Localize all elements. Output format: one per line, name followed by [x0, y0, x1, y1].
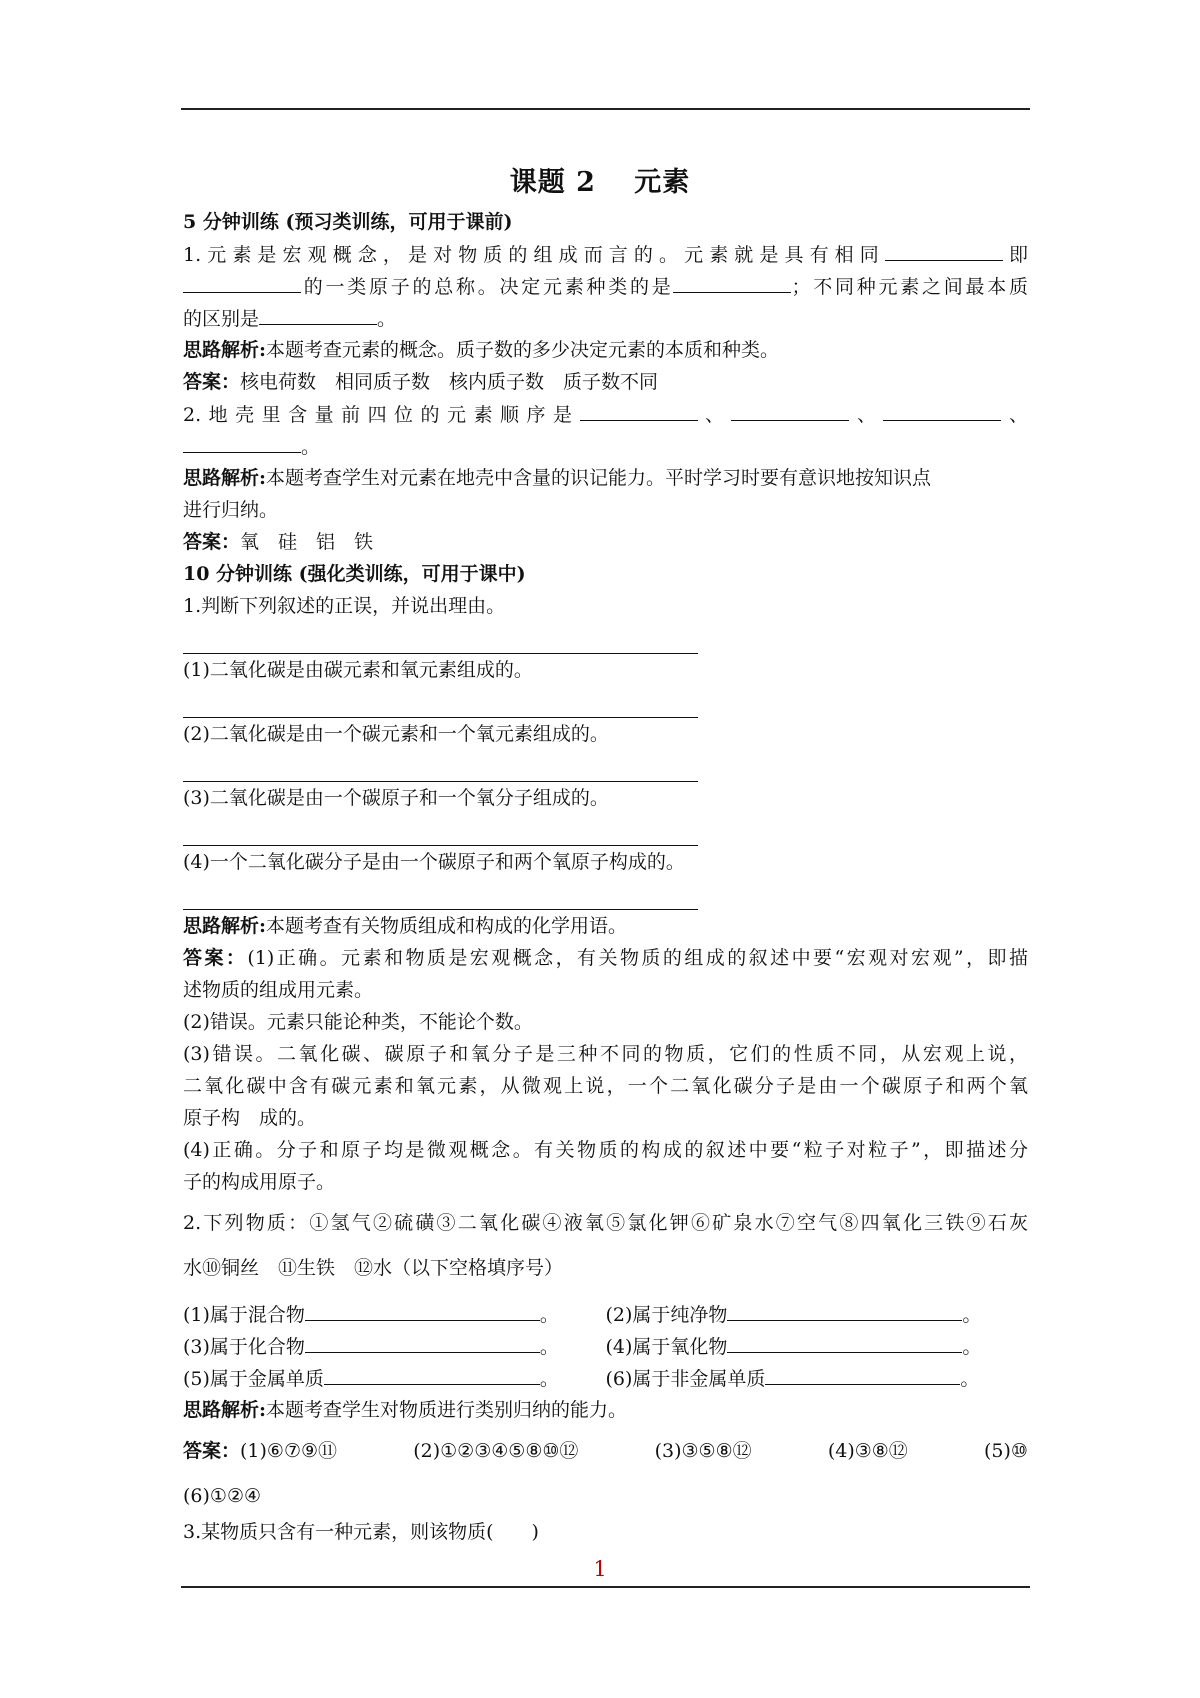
statement-item: (2)二氧化碳是由一个碳元素和一个氧元素组成的。 [183, 723, 609, 745]
fill-row: (5)属于金属单质 。 (6)属于非金属单质 。 [183, 1362, 1028, 1394]
answer-continued: 原子构 成的。 [183, 1107, 317, 1129]
analysis: 思路解析:本题考查学生对物质进行类别归纳的能力。 [183, 1399, 628, 1421]
fill-label: (1)属于混合物 [183, 1304, 305, 1326]
answer-continued: 子的构成用原子。 [183, 1171, 336, 1193]
answer-blank[interactable] [883, 398, 1001, 421]
fill-label: (6)属于非金属单质 [605, 1368, 766, 1390]
fill-label: (3)属于化合物 [183, 1336, 305, 1358]
answer: 答案：(1)正确。元素和物质是宏观概念，有关物质的组成的叙述中要“宏观对宏观”，即描 [183, 947, 1028, 969]
question-2-line-2: 水⑩铜丝 ⑪生铁 ⑫水（以下空格填序号） [183, 1257, 564, 1279]
answer-line[interactable] [183, 622, 698, 654]
fill-row: (1)属于混合物 。 (2)属于纯净物 。 [183, 1298, 1028, 1330]
answer-line[interactable] [183, 878, 698, 910]
page-title: 课题 2 元素 [509, 167, 691, 198]
answer-blank[interactable] [765, 1362, 960, 1385]
answer-blank[interactable] [885, 238, 1003, 261]
statement-item: (4)一个二氧化碳分子是由一个碳原子和两个氧原子构成的。 [183, 851, 685, 873]
question-1: 1.判断下列叙述的正误，并说出理由。 [183, 595, 506, 617]
fill-row: (3)属于化合物 。 (4)属于氧化物 。 [183, 1330, 1028, 1362]
analysis-continued: 进行归纳。 [183, 499, 279, 521]
answer-line[interactable] [183, 686, 698, 718]
statement-item: (1)二氧化碳是由碳元素和氧元素组成的。 [183, 659, 533, 681]
answer-row: 答案：(1)⑥⑦⑨⑪ (2)①②③④⑤⑧⑩⑫ (3)③⑤⑧⑫ (4)③⑧⑫ (5)⑩ [183, 1440, 1028, 1462]
answer-line[interactable] [183, 750, 698, 782]
question-3: 3.某物质只含有一种元素，则该物质( ) [183, 1521, 539, 1543]
answer-continued: (3)错误。二氧化碳、碳原子和氧分子是三种不同的物质，它们的性质不同，从宏观上说， [183, 1043, 1028, 1065]
answer-blank[interactable] [183, 430, 301, 453]
answer-blank[interactable] [580, 398, 698, 421]
analysis: 思路解析:本题考查元素的概念。质子数的多少决定元素的本质和种类。 [183, 339, 780, 361]
answer-blank[interactable] [731, 398, 849, 421]
question-2-line-1: 2.下列物质：①氢气②硫磺③二氧化碳④液氧⑤氯化钾⑥矿泉水⑦空气⑧四氧化三铁⑨石灰 [183, 1212, 1028, 1234]
answer: 答案：核电荷数 相同质子数 核内质子数 质子数不同 [183, 371, 659, 393]
answer-blank[interactable] [305, 1298, 540, 1321]
question-2-line-2: 。 [183, 430, 1028, 462]
answer-blank[interactable] [259, 302, 377, 325]
answer-blank[interactable] [727, 1298, 962, 1321]
question-1-line-3: 的区别是 。 [183, 302, 1028, 334]
analysis: 思路解析:本题考查有关物质组成和构成的化学用语。 [183, 915, 628, 937]
analysis: 思路解析:本题考查学生对元素在地壳中含量的识记能力。平时学习时要有意识地按知识点 [183, 467, 932, 489]
answer-continued: (4)正确。分子和原子均是微观概念。有关物质的构成的叙述中要“粒子对粒子”，即描述分 [183, 1139, 1028, 1161]
fill-label: (2)属于纯净物 [605, 1304, 728, 1326]
footer-rule [181, 1586, 1030, 1588]
page-number: 1 [593, 1557, 607, 1581]
header-rule [181, 108, 1030, 110]
fill-label: (4)属于氧化物 [605, 1336, 728, 1358]
answer-blank[interactable] [183, 270, 301, 293]
section-heading: 5 分钟训练 (预习类训练，可用于课前) [183, 211, 513, 233]
answer-continued: (2)错误。元素只能论种类，不能论个数。 [183, 1011, 533, 1033]
answer-blank[interactable] [727, 1330, 962, 1353]
answer-blank[interactable] [673, 270, 791, 293]
answer-blank[interactable] [305, 1330, 540, 1353]
answer-blank[interactable] [324, 1362, 540, 1385]
document-body [183, 206, 1028, 1548]
answer-line[interactable] [183, 814, 698, 846]
statement-item: (3)二氧化碳是由一个碳原子和一个氧分子组成的。 [183, 787, 609, 809]
fill-label: (5)属于金属单质 [183, 1368, 324, 1390]
section-heading: 10 分钟训练 (强化类训练，可用于课中) [183, 563, 526, 585]
question-1-line-1: 1.元素是宏观概念，是对物质的组成而言的。元素就是具有相同 即 [183, 238, 1028, 270]
question-2-line-1: 2.地壳里含量前四位的元素顺序是 、 、 、 [183, 398, 1028, 430]
answer: 答案：氧 硅 铝 铁 [183, 531, 374, 553]
answer-continued: 二氧化碳中含有碳元素和氧元素，从微观上说，一个二氧化碳分子是由一个碳原子和两个氧 [183, 1075, 1028, 1097]
answer-continued: (6)①②④ [183, 1485, 262, 1507]
question-1-line-2: 的一类原子的总称。决定元素种类的是 ；不同种元素之间最本质 [183, 270, 1028, 302]
answer-continued: 述物质的组成用元素。 [183, 979, 374, 1001]
